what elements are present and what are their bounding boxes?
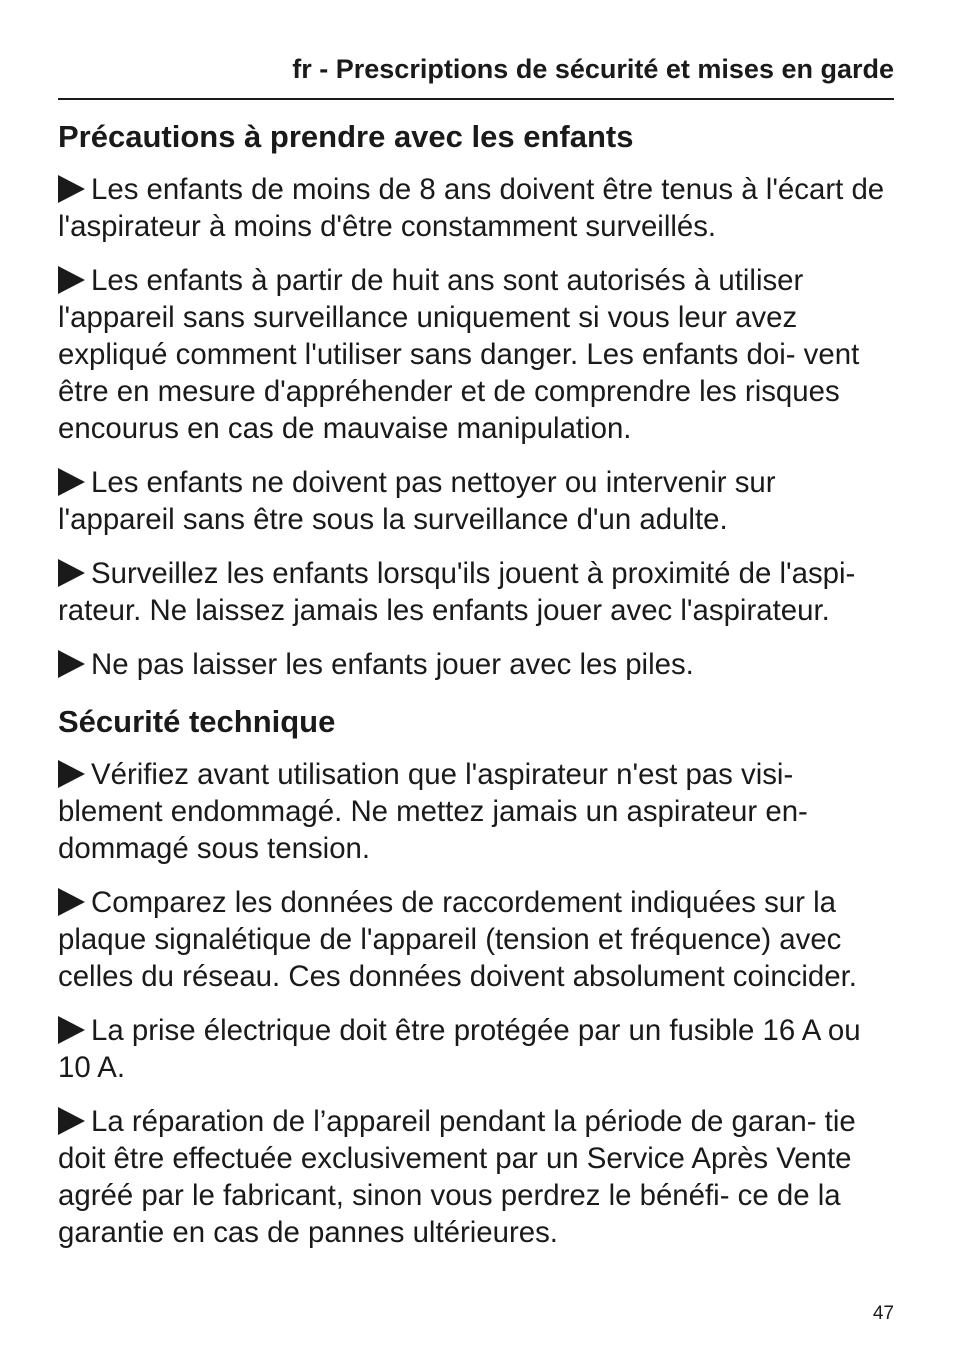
paragraph-text: Les enfants ne doivent pas nettoyer ou intervenir sur l'appareil sans être sous la surveillance d'un adulte.: [58, 465, 776, 536]
page-number: 47: [872, 1303, 894, 1324]
paragraph-text: Surveillez les enfants lorsqu'ils jouent à proximité de l'aspi- rateur. Ne laissez jamais les enfants jouer avec l'aspirateur.: [58, 556, 856, 627]
triangle-right-icon: [58, 559, 85, 587]
paragraph: [58, 646, 894, 683]
triangle-right-icon: [58, 760, 85, 788]
paragraph-text: Ne pas laisser les enfants jouer avec les piles.: [91, 647, 694, 681]
section-heading-technical-safety: Sécurité technique: [58, 703, 336, 739]
main-content: [58, 118, 894, 1268]
triangle-right-icon: [58, 888, 85, 916]
paragraph-text: Les enfants à partir de huit ans sont autorisés à utiliser l'appareil sans surveillance uniquement si vous leur avez expliqué comment l'utiliser sans danger. Les enfants doi- vent être en mesure d'appréhender et de comprendre les risques encourus en cas de mauvaise manipulation.: [58, 263, 860, 445]
paragraph: [58, 884, 894, 995]
paragraph: [58, 262, 894, 447]
paragraph-text: La réparation de l’appareil pendant la période de garan- tie doit être effectuée exclusivement par un Service Après Vente agréé par le fabricant, sinon vous perdrez le bénéfi- ce de la garantie en cas de pannes ultérieures.: [58, 1104, 856, 1249]
paragraph-text: Vérifiez avant utilisation que l'aspirateur n'est pas visi- blement endommagé. Ne mettez jamais un aspirateur en- dommagé sous tension.: [58, 757, 808, 865]
paragraph: [58, 1012, 894, 1086]
paragraph: [58, 171, 894, 245]
triangle-right-icon: [58, 266, 85, 294]
triangle-right-icon: [58, 175, 85, 203]
header-divider: [58, 98, 894, 100]
paragraph: [58, 1103, 894, 1251]
paragraph: [58, 756, 894, 867]
section-heading-children: Précautions à prendre avec les enfants: [58, 119, 634, 154]
document-page: [58, 0, 894, 1352]
paragraph: [58, 555, 894, 629]
paragraph: [58, 464, 894, 538]
running-header: fr - Prescriptions de sécurité et mises en garde: [292, 54, 894, 84]
paragraph-text: Les enfants de moins de 8 ans doivent être tenus à l'écart de l'aspirateur à moins d'être constamment surveillés.: [58, 172, 885, 243]
triangle-right-icon: [58, 1107, 85, 1135]
triangle-right-icon: [58, 650, 85, 678]
triangle-right-icon: [58, 1016, 85, 1044]
paragraph-text: Comparez les données de raccordement indiquées sur la plaque signalétique de l'appareil (tension et fréquence) avec celles du réseau. Ces données doivent absolument coincider.: [58, 885, 857, 993]
paragraph-text: La prise électrique doit être protégée par un fusible 16 A ou 10 A.: [58, 1013, 861, 1084]
triangle-right-icon: [58, 468, 85, 496]
